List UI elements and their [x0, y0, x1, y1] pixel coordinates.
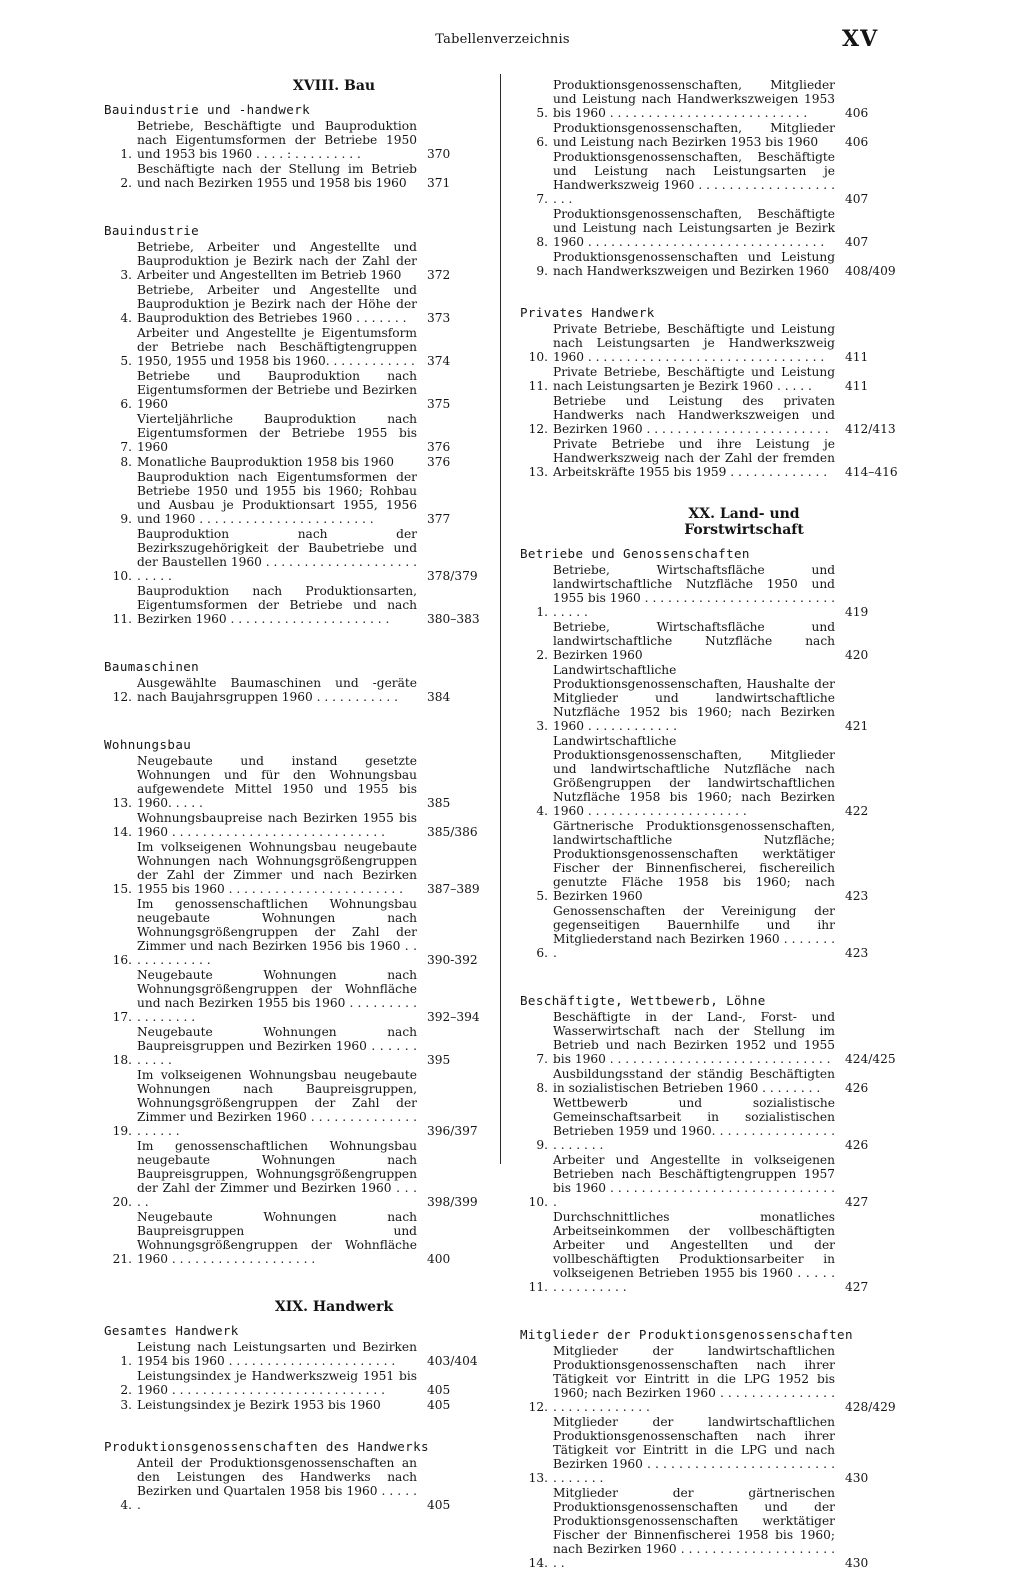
entry-number: 5.	[536, 889, 548, 903]
entry-page: 420	[845, 648, 869, 662]
entry-title: Betriebe, Arbeiter und Angestellte und Bauproduktion je Bezirk nach der Höhe der Bauproduktion des Betriebes 1960 . . . . . . .	[137, 283, 417, 325]
toc-entry	[514, 1153, 894, 1209]
entry-title: Im volkseigenen Wohnungsbau neugebaute Wohnungen nach Wohnungsgrößengruppen der Zahl der Zimmer und nach Bezirken 1955 bis 1960 . . . . . . . . . . . . . . . . . . . . . . .	[137, 840, 417, 896]
entry-page: 407	[845, 192, 869, 206]
toc-entry	[98, 1025, 490, 1067]
entry-page: 428/429	[845, 1400, 896, 1414]
toc-entry	[98, 1139, 490, 1209]
toc-entry	[514, 365, 894, 393]
entry-page: 376	[427, 440, 451, 454]
entry-number: 7.	[536, 1052, 548, 1066]
entry-page: 411	[845, 379, 869, 393]
entry-number: 17.	[112, 1010, 132, 1024]
section-heading: Gesamtes Handwerk	[104, 1323, 239, 1338]
entry-page: 403/404	[427, 1354, 478, 1368]
entry-number: 1.	[120, 147, 132, 161]
entry-page: 424/425	[845, 1052, 896, 1066]
entry-title: Arbeiter und Angestellte in volkseigenen Betrieben nach Beschäftigtengruppen 1957 bis 1960 . . . . . . . . . . . . . . . . . . . . . . . . . . . . . .	[553, 1153, 835, 1209]
entry-title: Produktionsgenossenschaften, Mitglieder und Leistung nach Handwerkszweigen 1953 bis 1960 . . . . . . . . . . . . . . . . . . . . . . . . . .	[553, 78, 835, 120]
entry-page: 414–416	[845, 465, 898, 479]
entry-page: 406	[845, 135, 869, 149]
toc-entry	[514, 121, 894, 149]
toc-entry	[98, 326, 490, 368]
right-column	[514, 78, 898, 1571]
entry-title: Mitglieder der landwirtschaftlichen Produktionsgenossenschaften nach ihrer Tätigkeit vor Eintritt in die LPG und nach Bezirken 1960 . . . . . . . . . . . . . . . . . . . . . . . . . . . . . . .	[553, 1415, 835, 1485]
column-divider	[500, 74, 501, 1164]
entry-title: Landwirtschaftliche Produktionsgenossenschaften, Haushalte der Mitglieder und landwirtschaftliche Nutzfläche 1952 bis 1960; nach Bezirken 1960 . . . . . . . . . . . .	[553, 663, 835, 733]
entry-title: Neugebaute und instand gesetzte Wohnungen und für den Wohnungsbau aufgewendete Mittel 1950 und 1955 bis 1960. . . . .	[137, 754, 417, 810]
entry-page: 426	[845, 1138, 869, 1152]
entry-page: 405	[427, 1398, 451, 1412]
entry-page: 377	[427, 512, 451, 526]
entry-title: Anteil der Produktionsgenossenschaften an den Leistungen des Handwerks nach Bezirken und Quartalen 1958 bis 1960 . . . . . .	[137, 1456, 417, 1512]
entry-title: Im genossenschaftlichen Wohnungsbau neugebaute Wohnungen nach Wohnungsgrößengruppen der Zahl der Zimmer und nach Bezirken 1956 bis 1960 . . . . . . . . . . . .	[137, 897, 417, 967]
entry-title: Landwirtschaftliche Produktionsgenossenschaften, Mitglieder und landwirtschaftliche Nutzfläche nach Größengruppen der landwirtschaftlichen Nutzfläche 1958 bis 1960; nach Bezirken 1960 . . . . . . . . . . . . . . . . . . . . .	[553, 734, 835, 818]
entry-page: 396/397	[427, 1124, 478, 1138]
entry-number: 11.	[528, 1280, 548, 1294]
entry-number: 13.	[528, 465, 548, 479]
entry-page: 405	[427, 1498, 451, 1512]
entry-number: 13.	[112, 796, 132, 810]
entry-page: 423	[845, 889, 869, 903]
toc-entry	[514, 1010, 894, 1066]
entry-page: 408/409	[845, 264, 896, 278]
toc-entry	[98, 1369, 490, 1397]
entry-title: Bauproduktion nach Produktionsarten, Eigentumsformen der Betriebe und nach Bezirken 1960 . . . . . . . . . . . . . . . . . . . . .	[137, 584, 417, 626]
entry-page: 400	[427, 1252, 451, 1266]
entry-number: 8.	[120, 455, 132, 469]
entry-number: 16.	[112, 953, 132, 967]
entry-number: 3.	[120, 1398, 132, 1412]
entry-page: 426	[845, 1081, 869, 1095]
entry-number: 11.	[112, 612, 132, 626]
entry-number: 1.	[536, 605, 548, 619]
entry-number: 2.	[120, 1383, 132, 1397]
toc-entry	[514, 904, 894, 960]
entry-title: Ausbildungsstand der ständig Beschäftigten in sozialistischen Betrieben 1960 . . . . . . . .	[553, 1067, 835, 1095]
toc-entry	[98, 1456, 490, 1512]
entry-title: Produktionsgenossenschaften, Beschäftigte und Leistung nach Leistungsarten je Bezirk 1960 . . . . . . . . . . . . . . . . . . . . . . . . . . . . . . .	[553, 207, 835, 249]
entry-number: 1.	[120, 1354, 132, 1368]
entry-page: 411	[845, 350, 869, 364]
spacer	[514, 961, 894, 993]
entry-title: Betriebe, Arbeiter und Angestellte und Bauproduktion je Bezirk nach der Zahl der Arbeiter und Angestellten im Betrieb 1960	[137, 240, 417, 282]
toc-entry	[514, 819, 894, 903]
entry-title: Leistungsindex je Bezirk 1953 bis 1960	[137, 1398, 381, 1412]
entry-number: 18.	[112, 1053, 132, 1067]
spacer	[98, 1267, 490, 1299]
entry-number: 21.	[112, 1252, 132, 1266]
toc-entry	[514, 563, 894, 619]
entry-page: 373	[427, 311, 451, 325]
toc-entry	[514, 207, 894, 249]
toc-entry	[98, 455, 490, 469]
spacer	[98, 191, 490, 223]
spacer	[514, 1295, 894, 1327]
toc-entry	[98, 676, 490, 704]
entry-page: 395	[427, 1053, 451, 1067]
toc-entry	[98, 1398, 490, 1412]
entry-page: 380–383	[427, 612, 480, 626]
toc-entry	[98, 1210, 490, 1266]
entry-title: Neugebaute Wohnungen nach Baupreisgruppen und Bezirken 1960 . . . . . . . . . . .	[137, 1025, 417, 1067]
entry-page: 427	[845, 1280, 869, 1294]
toc-entry	[514, 663, 894, 733]
entry-page: 375	[427, 397, 451, 411]
entry-title: Mitglieder der gärtnerischen Produktionsgenossenschaften und der Produktionsgenossenschaften werktätiger Fischer der Binnenfischerei 1958 bis 1960; nach Bezirken 1960 . . . . . . . . . . . . . . . . . . . . . .	[553, 1486, 835, 1570]
entry-title: Neugebaute Wohnungen nach Wohnungsgrößengruppen der Wohnfläche und nach Bezirken 1955 bis 1960 . . . . . . . . . . . . . . . . .	[137, 968, 417, 1024]
entry-page: 371	[427, 176, 451, 190]
chapter-heading: XX. Land- und Forstwirtschaft	[684, 506, 804, 538]
entry-number: 7.	[536, 192, 548, 206]
entry-number: 9.	[120, 512, 132, 526]
section-heading: Privates Handwerk	[520, 305, 655, 320]
toc-entry	[98, 897, 490, 967]
entry-number: 9.	[536, 1138, 548, 1152]
entry-number: 4.	[536, 804, 548, 818]
toc-entry	[514, 1415, 894, 1485]
entry-title: Genossenschaften der Vereinigung der gegenseitigen Bauernhilfe und ihr Mitgliederstand nach Bezirken 1960 . . . . . . . .	[553, 904, 835, 960]
entry-number: 2.	[120, 176, 132, 190]
entry-page: 421	[845, 719, 869, 733]
entry-page: 398/399	[427, 1195, 478, 1209]
entry-page: 385	[427, 796, 451, 810]
entry-page: 392–394	[427, 1010, 480, 1024]
entry-number: 4.	[120, 311, 132, 325]
entry-number: 8.	[536, 235, 548, 249]
toc-entry	[98, 1068, 490, 1138]
toc-entry	[98, 754, 490, 810]
entry-number: 14.	[528, 1556, 548, 1570]
entry-number: 6.	[536, 946, 548, 960]
entry-number: 4.	[120, 1498, 132, 1512]
entry-page: 419	[845, 605, 869, 619]
entry-title: Betriebe, Wirtschaftsfläche und landwirtschaftliche Nutzfläche 1950 und 1955 bis 1960 . . . . . . . . . . . . . . . . . . . . . . . . . . . . . .	[553, 563, 835, 619]
entry-title: Leistungsindex je Handwerkszweig 1951 bis 1960 . . . . . . . . . . . . . . . . . . . . . . . . . . . .	[137, 1369, 417, 1397]
toc-entry	[98, 412, 490, 454]
entry-page: 374	[427, 354, 451, 368]
toc-entry	[98, 811, 490, 839]
chapter-heading: XIX. Handwerk	[274, 1299, 394, 1315]
entry-page: 406	[845, 106, 869, 120]
entry-number: 6.	[536, 135, 548, 149]
entry-title: Wohnungsbaupreise nach Bezirken 1955 bis 1960 . . . . . . . . . . . . . . . . . . . . . . . . . . . .	[137, 811, 417, 839]
toc-entry	[514, 1096, 894, 1152]
entry-title: Beschäftigte nach der Stellung im Betrieb und nach Bezirken 1955 und 1958 bis 1960	[137, 162, 417, 190]
toc-entry	[514, 734, 894, 818]
spacer	[98, 1413, 490, 1439]
toc-entry	[98, 584, 490, 626]
toc-entry	[514, 322, 894, 364]
entry-title: Private Betriebe und ihre Leistung je Handwerkszweig nach der Zahl der fremden Arbeitskräfte 1955 bis 1959 . . . . . . . . . . . . .	[553, 437, 835, 479]
entry-number: 10.	[528, 1195, 548, 1209]
entry-number: 2.	[536, 648, 548, 662]
entry-title: Bauproduktion nach der Bezirkszugehörigkeit der Baubetriebe und der Baustellen 1960 . . . . . . . . . . . . . . . . . . . . . . . . .	[137, 527, 417, 583]
entry-title: Vierteljährliche Bauproduktion nach Eigentumsformen der Betriebe 1955 bis 1960	[137, 412, 417, 454]
entry-number: 10.	[528, 350, 548, 364]
entry-number: 3.	[120, 268, 132, 282]
entry-number: 12.	[528, 1400, 548, 1414]
spacer	[98, 627, 490, 659]
entry-page: 372	[427, 268, 451, 282]
entry-title: Gärtnerische Produktionsgenossenschaften, landwirtschaftliche Nutzfläche; Produktionsgenossenschaften werktätiger Fischer der Binnenfischerei, fischereilich genutzte Fläche 1958 bis 1960; nach Bezirken 1960	[553, 819, 835, 903]
entry-title: Arbeiter und Angestellte je Eigentumsform der Betriebe nach Beschäftigtengruppen 1950, 1955 und 1958 bis 1960. . . . . . . . . . . .	[137, 326, 417, 368]
toc-entry	[98, 283, 490, 325]
toc-entry	[98, 162, 490, 190]
toc-entry	[514, 250, 894, 278]
toc-entry	[98, 470, 490, 526]
entry-title: Betriebe, Wirtschaftsfläche und landwirtschaftliche Nutzfläche nach Bezirken 1960	[553, 620, 835, 662]
toc-entry	[98, 240, 490, 282]
entry-title: Betriebe und Bauproduktion nach Eigentumsformen der Betriebe und Bezirken 1960	[137, 369, 417, 411]
toc-entry	[98, 968, 490, 1024]
entry-title: Produktionsgenossenschaften und Leistung nach Handwerkszweigen und Bezirken 1960	[553, 250, 835, 278]
entry-page: 376	[427, 455, 451, 469]
entry-title: Betriebe und Leistung des privaten Handwerks nach Handwerkszweigen und Bezirken 1960 . . . . . . . . . . . . . . . . . . . . . . . .	[553, 394, 835, 436]
entry-number: 14.	[112, 825, 132, 839]
entry-number: 15.	[112, 882, 132, 896]
entry-title: Bauproduktion nach Eigentumsformen der Betriebe 1950 und 1955 bis 1960; Rohbau und Ausbau je Produktionsart 1955, 1956 und 1960 . . . . . . . . . . . . . . . . . . . . . . .	[137, 470, 417, 526]
toc-entry	[514, 1486, 894, 1570]
entry-title: Wettbewerb und sozialistische Gemeinschaftsarbeit in sozialistischen Betrieben 1959 und 1960. . . . . . . . . . . . . . . . . . . . . . .	[553, 1096, 835, 1152]
entry-title: Monatliche Bauproduktion 1958 bis 1960	[137, 455, 395, 469]
entry-page: 427	[845, 1195, 869, 1209]
section-heading: Wohnungsbau	[104, 737, 192, 752]
entry-page: 412/413	[845, 422, 896, 436]
entry-title: Im genossenschaftlichen Wohnungsbau neugebaute Wohnungen nach Baupreisgruppen, Wohnungsgrößengruppen der Zahl der Zimmer und Bezirken 1960 . . . . .	[137, 1139, 417, 1209]
entry-number: 8.	[536, 1081, 548, 1095]
entry-title: Beschäftigte in der Land-, Forst- und Wasserwirtschaft nach der Stellung im Betrieb und nach Bezirken 1952 und 1955 bis 1960 . . . . . . . . . . . . . . . . . . . . . . . . . . . . .	[553, 1010, 835, 1066]
entry-title: Private Betriebe, Beschäftigte und Leistung nach Leistungsarten je Bezirk 1960 . . . . .	[553, 365, 835, 393]
entry-page: 405	[427, 1383, 451, 1397]
entry-page: 422	[845, 804, 869, 818]
entry-number: 7.	[120, 440, 132, 454]
entry-number: 13.	[528, 1471, 548, 1485]
section-heading: Bauindustrie	[104, 223, 200, 238]
toc-entry	[98, 119, 490, 161]
entry-title: Neugebaute Wohnungen nach Baupreisgruppen und Wohnungsgrößengruppen der Wohnfläche 1960 . . . . . . . . . . . . . . . . . . .	[137, 1210, 417, 1266]
entry-page: 407	[845, 235, 869, 249]
entry-title: Private Betriebe, Beschäftigte und Leistung nach Leistungsarten je Handwerkszweig 1960 . . . . . . . . . . . . . . . . . . . . . . . . . . . . . . .	[553, 322, 835, 364]
entry-number: 20.	[112, 1195, 132, 1209]
entry-page: 370	[427, 147, 451, 161]
toc-entry	[98, 840, 490, 896]
toc-entry	[514, 1210, 894, 1294]
entry-title: Ausgewählte Baumaschinen und -geräte nach Baujahrsgruppen 1960 . . . . . . . . . . .	[137, 676, 417, 704]
toc-entry	[514, 394, 894, 436]
entry-number: 12.	[528, 422, 548, 436]
entry-page: 423	[845, 946, 869, 960]
entry-number: 10.	[112, 569, 132, 583]
entry-number: 3.	[536, 719, 548, 733]
entry-title: Betriebe, Beschäftigte und Bauproduktion nach Eigentumsformen der Betriebe 1950 und 1953 bis 1960 . . . . : . . . . . . . . .	[137, 119, 417, 161]
section-heading: Bauindustrie und -handwerk	[104, 102, 311, 117]
entry-title: Durchschnittliches monatliches Arbeitseinkommen der vollbeschäftigten Arbeiter und Angestellten und der vollbeschäftigten Produktionsarbeiter in volkseigenen Betrieben 1955 bis 1960 . . . . . . . . . . . . . . .	[553, 1210, 835, 1294]
entry-number: 19.	[112, 1124, 132, 1138]
entry-number: 6.	[120, 397, 132, 411]
toc-entry	[98, 527, 490, 583]
spacer	[514, 480, 894, 506]
entry-number: 12.	[112, 690, 132, 704]
chapter-heading: XVIII. Bau	[292, 78, 376, 94]
entry-title: Leistung nach Leistungsarten und Bezirken 1954 bis 1960 . . . . . . . . . . . . . . . . . . . . . .	[137, 1340, 417, 1368]
entry-page: 387–389	[427, 882, 480, 896]
toc-entry	[514, 1067, 894, 1095]
entry-number: 5.	[536, 106, 548, 120]
toc-entry	[514, 620, 894, 662]
section-heading: Baumaschinen	[104, 659, 200, 674]
toc-entry	[514, 78, 894, 120]
toc-entry	[514, 437, 898, 479]
entry-title: Produktionsgenossenschaften, Beschäftigte und Leistung nach Leistungsarten je Handwerkszweig 1960 . . . . . . . . . . . . . . . . . . . . .	[553, 150, 835, 206]
entry-page: 378/379	[427, 569, 478, 583]
toc-entry	[98, 369, 490, 411]
entry-number: 11.	[528, 379, 548, 393]
entry-page: 430	[845, 1471, 869, 1485]
toc-entry	[98, 1340, 490, 1368]
section-heading: Betriebe und Genossenschaften	[520, 546, 750, 561]
toc-entry	[514, 150, 894, 206]
entry-title: Mitglieder der landwirtschaftlichen Produktionsgenossenschaften nach ihrer Tätigkeit vor Eintritt in die LPG 1952 bis 1960; nach Bezirken 1960 . . . . . . . . . . . . . . . . . . . . . . . . . . . .	[553, 1344, 835, 1414]
entry-page: 384	[427, 690, 451, 704]
entry-page: 390-392	[427, 953, 478, 967]
entry-page: 385/386	[427, 825, 478, 839]
spacer	[514, 279, 894, 305]
entry-page: 430	[845, 1556, 869, 1570]
section-heading: Produktionsgenossenschaften des Handwerks	[104, 1439, 429, 1454]
section-heading: Beschäftigte, Wettbewerb, Löhne	[520, 993, 766, 1008]
entry-title: Produktionsgenossenschaften, Mitglieder und Leistung nach Bezirken 1953 bis 1960	[553, 121, 835, 149]
page-number: XV	[842, 26, 879, 52]
running-title: Tabellenverzeichnis	[435, 32, 570, 47]
section-heading: Mitglieder der Produktionsgenossenschaften	[520, 1327, 853, 1342]
left-column	[98, 78, 490, 1513]
entry-title: Im volkseigenen Wohnungsbau neugebaute Wohnungen nach Baupreisgruppen, Wohnungsgrößengruppen der Zahl der Zimmer und Bezirken 1960 . . . . . . . . . . . . . . . . . . . .	[137, 1068, 417, 1138]
entry-number: 9.	[536, 264, 548, 278]
toc-entry	[514, 1344, 894, 1414]
entry-number: 5.	[120, 354, 132, 368]
spacer	[98, 705, 490, 737]
